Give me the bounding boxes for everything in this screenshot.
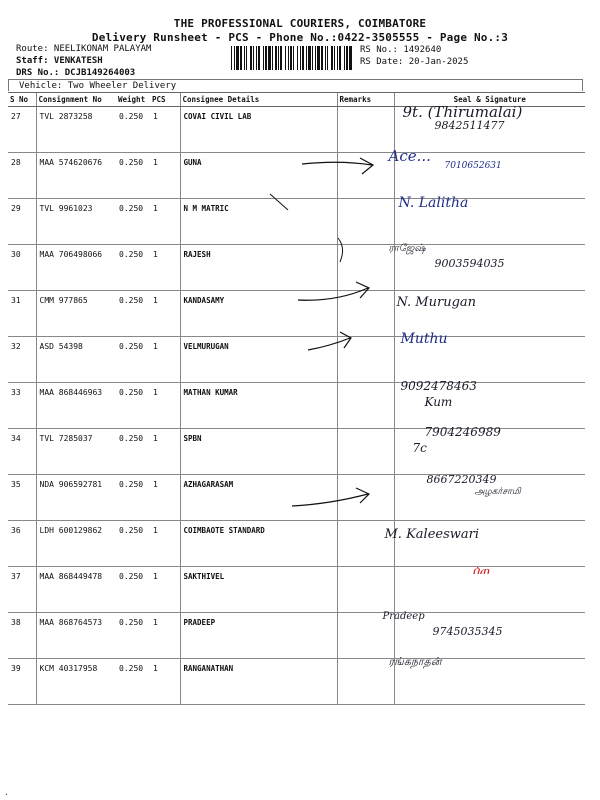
cell-consignment: ASD 54398 xyxy=(36,337,116,383)
cell-signature xyxy=(394,563,585,613)
table-row xyxy=(8,613,585,659)
route-label: Route: NEELIKONAM PALAYAM xyxy=(16,44,152,54)
cell-consignee: SAKTHIVEL xyxy=(180,567,337,613)
table-row xyxy=(8,199,585,245)
handwritten-signature: ராஜேஷ் xyxy=(388,243,426,254)
table-row xyxy=(8,521,585,567)
cell-consignment: MAA 868446963 xyxy=(36,383,116,429)
cell-remarks xyxy=(337,107,394,153)
cell-pcs: 1 xyxy=(150,613,180,659)
cell-consignment: NDA 906592781 xyxy=(36,475,116,521)
handwritten-signature: 9003594035 xyxy=(434,257,505,270)
handwritten-signature: N. Murugan xyxy=(396,295,477,310)
cell-consignment: MAA 868764573 xyxy=(36,613,116,659)
cell-weight: 0.250 xyxy=(116,429,150,475)
cell-consignee: N M MATRIC xyxy=(180,199,337,245)
table-row xyxy=(8,337,585,383)
table-row xyxy=(8,429,585,475)
cell-pcs: 1 xyxy=(150,659,180,705)
handwritten-signature: Ace... xyxy=(388,147,431,165)
cell-consignment: CMM 977865 xyxy=(36,291,116,337)
cell-sno: 36 xyxy=(8,521,36,567)
cell-consignee: KANDASAMY xyxy=(180,291,337,337)
rs-number: RS No.: 1492640 xyxy=(360,45,442,55)
cell-sno: 28 xyxy=(8,153,36,199)
col-remarks: Remarks xyxy=(337,93,394,107)
staff-label: Staff: VENKATESH xyxy=(16,56,103,66)
cell-signature xyxy=(394,291,585,337)
bracket-mark-30 xyxy=(336,236,348,264)
cell-weight: 0.250 xyxy=(116,337,150,383)
handwritten-signature: ሰጠ xyxy=(472,563,490,577)
cell-signature xyxy=(382,611,585,659)
cell-consignee: MATHAN KUMAR xyxy=(180,383,337,429)
col-pcs: PCS xyxy=(150,93,180,107)
handwritten-signature: M. Kaleeswari xyxy=(384,527,480,542)
arrow-mark-28 xyxy=(300,150,380,180)
col-signature: Seal & Signature xyxy=(394,93,585,107)
runsheet-table xyxy=(8,92,585,705)
cell-weight: 0.250 xyxy=(116,291,150,337)
cell-sno: 30 xyxy=(8,245,36,291)
handwritten-signature: 7010652631 xyxy=(444,161,502,171)
cell-signature xyxy=(388,147,585,199)
cell-sno: 27 xyxy=(8,107,36,153)
handwritten-signature: Kum xyxy=(424,395,453,409)
arrow-mark-32 xyxy=(306,330,354,358)
cell-weight: 0.250 xyxy=(116,153,150,199)
cell-remarks xyxy=(337,383,394,429)
cell-pcs: 1 xyxy=(150,245,180,291)
cell-signature xyxy=(394,379,585,429)
cell-signature xyxy=(388,655,585,705)
cell-weight: 0.250 xyxy=(116,659,150,705)
cell-signature xyxy=(394,195,585,245)
cell-consignee: AZHAGARASAM xyxy=(180,475,337,521)
runsheet-title: Delivery Runsheet - PCS - Phone No.:0422-3505555 - Page No.:3 xyxy=(91,31,509,44)
barcode xyxy=(231,46,353,70)
cell-remarks xyxy=(337,429,394,475)
col-weight: Weight xyxy=(116,93,150,107)
cell-consignment: MAA 706498066 xyxy=(36,245,116,291)
cell-pcs: 1 xyxy=(150,567,180,613)
cell-weight: 0.250 xyxy=(116,199,150,245)
cell-consignee: GUNA xyxy=(180,153,337,199)
cell-pcs: 1 xyxy=(150,337,180,383)
cell-consignment: LDH 600129862 xyxy=(36,521,116,567)
cell-consignee: COVAI CIVIL LAB xyxy=(180,107,337,153)
cell-consignee: RANGANATHAN xyxy=(180,659,337,705)
handwritten-signature: அழகர்சாமி xyxy=(474,487,521,497)
table-row xyxy=(8,153,585,199)
cell-signature xyxy=(394,331,585,383)
col-consignment: Consignment No xyxy=(36,93,116,107)
cell-sno: 34 xyxy=(8,429,36,475)
cell-pcs: 1 xyxy=(150,291,180,337)
handwritten-signature: Muthu xyxy=(400,331,448,347)
arrow-mark-36 xyxy=(290,486,374,512)
cell-weight: 0.250 xyxy=(116,521,150,567)
col-sno: S No xyxy=(8,93,36,107)
table-row xyxy=(8,107,585,153)
cell-remarks xyxy=(337,659,394,705)
cell-sno: 38 xyxy=(8,613,36,659)
cell-consignee: RAJESH xyxy=(180,245,337,291)
table-row xyxy=(8,383,585,429)
cell-signature xyxy=(394,475,585,521)
tick-mark-29 xyxy=(268,192,292,214)
cell-weight: 0.250 xyxy=(116,475,150,521)
cell-pcs: 1 xyxy=(150,475,180,521)
arrow-mark-31 xyxy=(296,278,376,308)
cell-sno: 35 xyxy=(8,475,36,521)
cell-weight: 0.250 xyxy=(116,567,150,613)
table-row xyxy=(8,567,585,613)
cell-sno: 29 xyxy=(8,199,36,245)
cell-sno: 39 xyxy=(8,659,36,705)
cell-consignment: TVL 7285037 xyxy=(36,429,116,475)
cell-weight: 0.250 xyxy=(116,107,150,153)
col-consignee: Consignee Details xyxy=(180,93,337,107)
cell-consignee: PRADEEP xyxy=(180,613,337,659)
handwritten-signature: 8667220349 xyxy=(426,473,497,486)
handwritten-signature: 9092478463 xyxy=(400,379,477,393)
handwritten-signature: ரங்கநாதன் xyxy=(388,655,442,668)
cell-sno: 32 xyxy=(8,337,36,383)
cell-consignment: TVL 2873258 xyxy=(36,107,116,153)
cell-sno: 37 xyxy=(8,567,36,613)
cell-consignment: KCM 40317958 xyxy=(36,659,116,705)
barcode-bar xyxy=(349,46,352,70)
cell-weight: 0.250 xyxy=(116,383,150,429)
company-name: THE PROFESSIONAL COURIERS, COIMBATORE xyxy=(173,17,427,30)
cell-consignee: COIMBAOTE STANDARD xyxy=(180,521,337,567)
cell-sno: 33 xyxy=(8,383,36,429)
drs-label: DRS No.: DCJB149264003 xyxy=(16,68,136,78)
cell-remarks xyxy=(337,567,394,613)
cell-pcs: 1 xyxy=(150,521,180,567)
cell-consignee: VELMURUGAN xyxy=(180,337,337,383)
page-corner-mark: · xyxy=(4,790,9,799)
cell-consignee: SPBN xyxy=(180,429,337,475)
cell-consignment: MAA 868449478 xyxy=(36,567,116,613)
handwritten-signature: Pradeep xyxy=(382,611,425,622)
cell-consignment: MAA 574620676 xyxy=(36,153,116,199)
handwritten-signature: 7904246989 xyxy=(424,425,501,439)
cell-weight: 0.250 xyxy=(116,613,150,659)
cell-pcs: 1 xyxy=(150,429,180,475)
handwritten-signature: 9745035345 xyxy=(432,625,503,638)
handwritten-signature: 9t. (Thirumalai) xyxy=(402,103,523,121)
cell-pcs: 1 xyxy=(150,383,180,429)
cell-consignment: TVL 9961023 xyxy=(36,199,116,245)
vehicle-label: Vehicle: Two Wheeler Delivery xyxy=(8,79,583,91)
table-row xyxy=(8,659,585,705)
rs-date: RS Date: 20-Jan-2025 xyxy=(360,57,469,67)
cell-signature xyxy=(394,103,585,153)
cell-pcs: 1 xyxy=(150,107,180,153)
handwritten-signature: N. Lalitha xyxy=(398,195,469,211)
cell-pcs: 1 xyxy=(150,153,180,199)
cell-sno: 31 xyxy=(8,291,36,337)
cell-weight: 0.250 xyxy=(116,245,150,291)
cell-pcs: 1 xyxy=(150,199,180,245)
handwritten-signature: 9842511477 xyxy=(434,119,505,132)
cell-signature xyxy=(384,521,585,567)
cell-signature xyxy=(388,243,585,291)
cell-signature xyxy=(394,425,585,475)
handwritten-signature: 7c xyxy=(412,441,427,455)
